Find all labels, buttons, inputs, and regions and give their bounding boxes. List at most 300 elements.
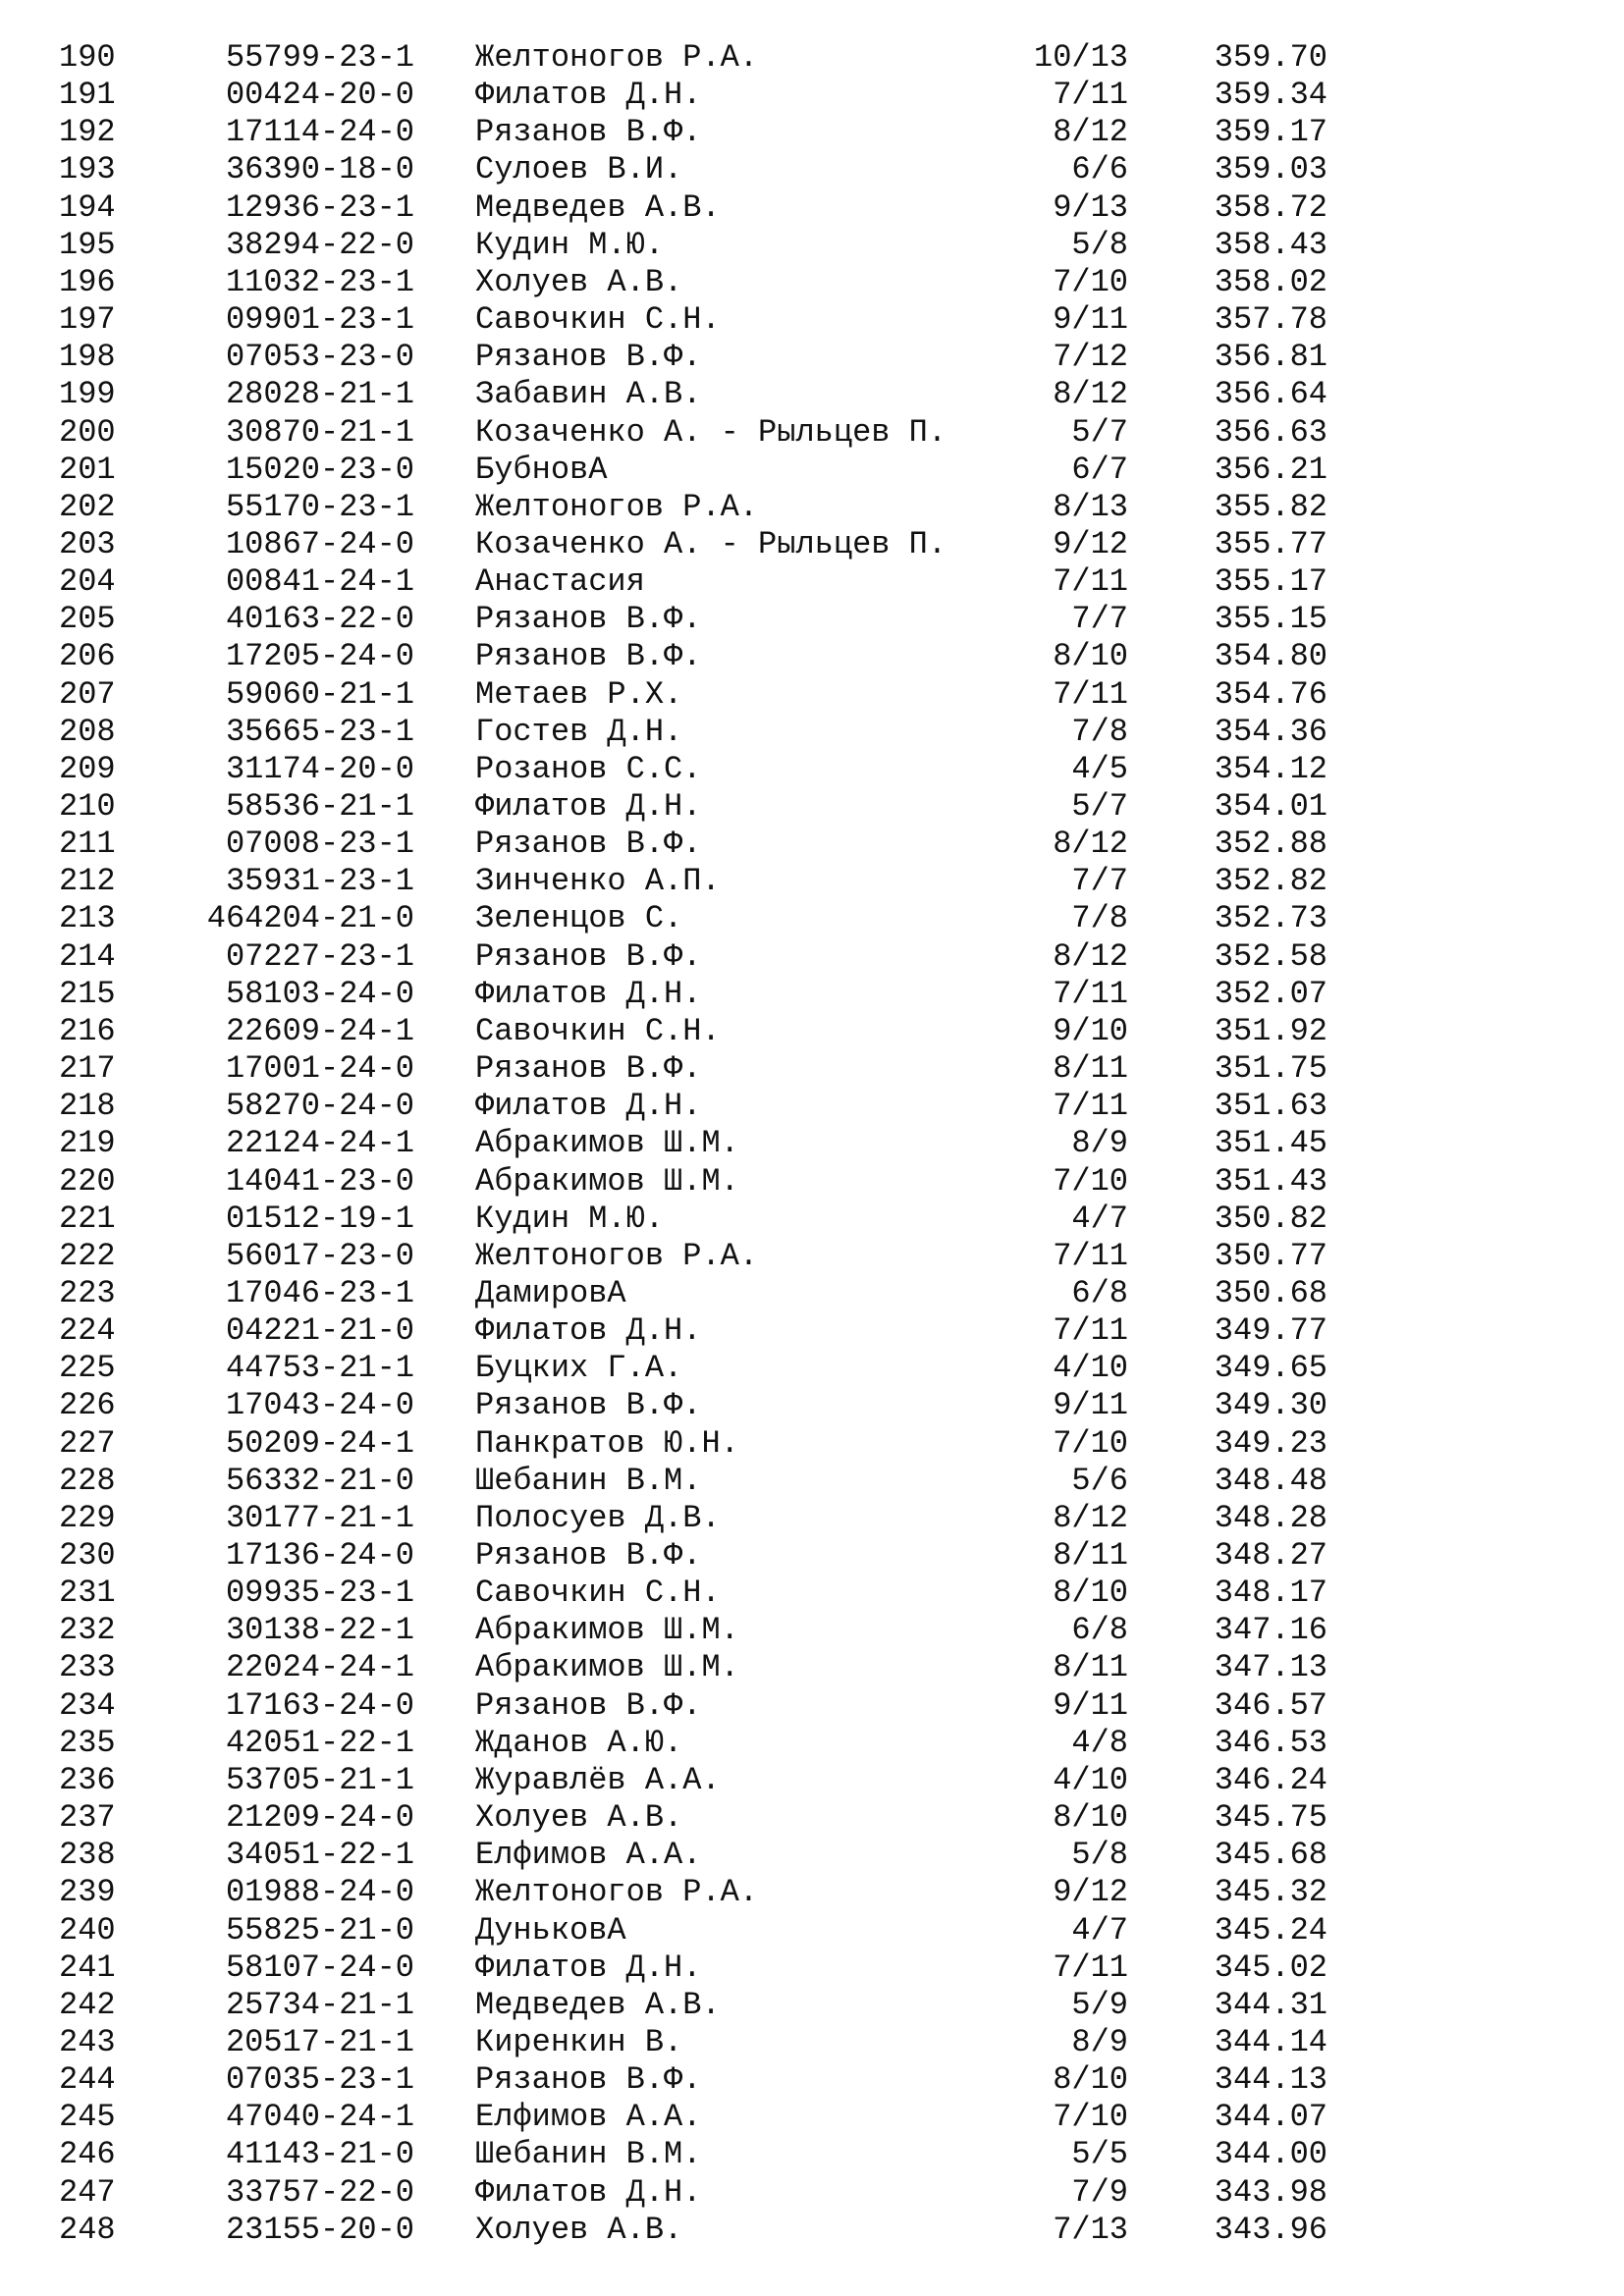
participant-name: Журавлёв А.А. — [475, 1761, 721, 1798]
row-number: 195 — [59, 226, 116, 263]
participant-name: Савочкин С.Н. — [475, 1012, 721, 1049]
score-ratio: 4/8 — [1071, 1724, 1128, 1761]
row-number: 231 — [59, 1575, 116, 1612]
points-value: 344.14 — [1214, 2023, 1327, 2060]
record-id: 25734-21-1 — [225, 1986, 414, 2023]
record-id: 58536-21-1 — [225, 788, 414, 825]
table-row — [0, 788, 1624, 826]
table-row — [0, 2136, 1624, 2173]
score-ratio: 7/11 — [1053, 1088, 1128, 1125]
record-id: 17043-24-0 — [225, 1387, 414, 1424]
points-value: 354.12 — [1214, 750, 1327, 787]
row-number: 222 — [59, 1237, 116, 1274]
table-row — [0, 714, 1624, 751]
points-value: 351.43 — [1214, 1162, 1327, 1200]
record-id: 47040-24-1 — [225, 2099, 414, 2136]
row-number: 205 — [59, 601, 116, 638]
record-id: 12936-23-1 — [225, 188, 414, 226]
row-number: 192 — [59, 114, 116, 151]
points-value: 345.75 — [1214, 1799, 1327, 1837]
table-row — [0, 452, 1624, 489]
record-id: 55799-23-1 — [225, 39, 414, 76]
row-number: 235 — [59, 1724, 116, 1761]
score-ratio: 7/10 — [1053, 2099, 1128, 2136]
participant-name: Абракимов Ш.М. — [475, 1612, 739, 1649]
record-id: 50209-24-1 — [225, 1424, 414, 1462]
record-id: 14041-23-0 — [225, 1162, 414, 1200]
table-row — [0, 563, 1624, 601]
score-ratio: 7/11 — [1053, 77, 1128, 114]
points-value: 349.30 — [1214, 1387, 1327, 1424]
score-ratio: 4/7 — [1071, 1200, 1128, 1237]
row-number: 212 — [59, 863, 116, 900]
participant-name: Филатов Д.Н. — [475, 788, 702, 825]
participant-name: Рязанов В.Ф. — [475, 1387, 702, 1424]
table-row — [0, 114, 1624, 151]
row-number: 204 — [59, 563, 116, 601]
participant-name: Желтоногов Р.А. — [475, 39, 759, 76]
record-id: 20517-21-1 — [225, 2023, 414, 2060]
points-value: 356.81 — [1214, 339, 1327, 376]
participant-name: Филатов Д.Н. — [475, 1088, 702, 1125]
points-value: 346.53 — [1214, 1724, 1327, 1761]
table-row — [0, 1799, 1624, 1837]
participant-name: ДамировА — [475, 1274, 626, 1311]
points-value: 352.58 — [1214, 937, 1327, 975]
record-id: 04221-21-0 — [225, 1312, 414, 1350]
table-row — [0, 1238, 1624, 1275]
row-number: 237 — [59, 1799, 116, 1837]
points-value: 355.17 — [1214, 563, 1327, 601]
points-value: 349.65 — [1214, 1350, 1327, 1387]
participant-name: Буцких Г.А. — [475, 1350, 683, 1387]
table-row — [0, 1987, 1624, 2024]
score-ratio: 9/10 — [1053, 1012, 1128, 1049]
record-id: 21209-24-0 — [225, 1799, 414, 1837]
table-row — [0, 676, 1624, 714]
score-ratio: 7/13 — [1053, 2211, 1128, 2248]
points-value: 348.28 — [1214, 1499, 1327, 1536]
score-ratio: 7/9 — [1071, 2173, 1128, 2211]
participant-name: Забавин А.В. — [475, 376, 702, 413]
record-id: 30138-22-1 — [225, 1612, 414, 1649]
record-id: 41143-21-0 — [225, 2136, 414, 2173]
row-number: 215 — [59, 975, 116, 1012]
record-id: 34051-22-1 — [225, 1837, 414, 1874]
points-value: 354.36 — [1214, 713, 1327, 750]
table-row — [0, 1725, 1624, 1762]
participant-name: Рязанов В.Ф. — [475, 114, 702, 151]
score-ratio: 10/13 — [1033, 39, 1128, 76]
record-id: 31174-20-0 — [225, 750, 414, 787]
points-value: 359.03 — [1214, 151, 1327, 188]
points-value: 349.23 — [1214, 1424, 1327, 1462]
record-id: 35931-23-1 — [225, 863, 414, 900]
points-value: 352.07 — [1214, 975, 1327, 1012]
score-ratio: 6/8 — [1071, 1612, 1128, 1649]
table-row — [0, 1050, 1624, 1088]
table-row — [0, 1612, 1624, 1649]
points-value: 346.24 — [1214, 1761, 1327, 1798]
participant-name: Розанов С.С. — [475, 750, 702, 787]
record-id: 44753-21-1 — [225, 1350, 414, 1387]
row-number: 239 — [59, 1874, 116, 1911]
row-number: 196 — [59, 263, 116, 300]
row-number: 229 — [59, 1499, 116, 1536]
points-value: 345.02 — [1214, 1949, 1327, 1986]
participant-name: Абракимов Ш.М. — [475, 1125, 739, 1162]
table-row — [0, 1163, 1624, 1201]
score-ratio: 7/11 — [1053, 1237, 1128, 1274]
points-value: 344.00 — [1214, 2136, 1327, 2173]
points-value: 345.32 — [1214, 1874, 1327, 1911]
score-ratio: 5/8 — [1071, 1837, 1128, 1874]
table-row — [0, 1350, 1624, 1387]
table-row — [0, 863, 1624, 900]
record-id: 56017-23-0 — [225, 1237, 414, 1274]
table-row — [0, 638, 1624, 675]
row-number: 202 — [59, 488, 116, 525]
row-number: 227 — [59, 1424, 116, 1462]
points-value: 354.01 — [1214, 788, 1327, 825]
table-row — [0, 1463, 1624, 1500]
participant-name: Филатов Д.Н. — [475, 1949, 702, 1986]
participant-name: Жданов А.Ю. — [475, 1724, 683, 1761]
record-id: 30870-21-1 — [225, 413, 414, 451]
participant-name: Холуев А.В. — [475, 2211, 683, 2248]
score-ratio: 7/11 — [1053, 1312, 1128, 1350]
participant-name: БубновА — [475, 451, 608, 488]
participant-name: Рязанов В.Ф. — [475, 1537, 702, 1574]
participant-name: Савочкин С.Н. — [475, 301, 721, 339]
participant-name: Шебанин В.М. — [475, 2136, 702, 2173]
record-id: 40163-22-0 — [225, 601, 414, 638]
score-ratio: 8/11 — [1053, 1537, 1128, 1574]
points-value: 345.24 — [1214, 1911, 1327, 1949]
participant-name: ДуньковА — [475, 1911, 626, 1949]
score-ratio: 4/10 — [1053, 1761, 1128, 1798]
points-value: 358.72 — [1214, 188, 1327, 226]
record-id: 55825-21-0 — [225, 1911, 414, 1949]
points-value: 356.21 — [1214, 451, 1327, 488]
row-number: 193 — [59, 151, 116, 188]
participant-name: Полосуев Д.В. — [475, 1499, 721, 1536]
row-number: 218 — [59, 1088, 116, 1125]
participant-name: Зеленцов С. — [475, 900, 683, 937]
row-number: 224 — [59, 1312, 116, 1350]
participant-name: Медведев А.В. — [475, 1986, 721, 2023]
table-row — [0, 1649, 1624, 1686]
row-number: 223 — [59, 1274, 116, 1311]
points-value: 355.15 — [1214, 601, 1327, 638]
record-id: 01988-24-0 — [225, 1874, 414, 1911]
participant-name: Елфимов А.А. — [475, 1837, 702, 1874]
points-value: 347.16 — [1214, 1612, 1327, 1649]
table-row — [0, 301, 1624, 339]
participant-name: Козаченко А. - Рыльцев П. — [475, 413, 947, 451]
participant-name: Абракимов Ш.М. — [475, 1649, 739, 1686]
points-value: 355.82 — [1214, 488, 1327, 525]
row-number: 207 — [59, 675, 116, 713]
table-row — [0, 1088, 1624, 1125]
record-id: 42051-22-1 — [225, 1724, 414, 1761]
table-row — [0, 1312, 1624, 1350]
table-row — [0, 1537, 1624, 1575]
record-id: 23155-20-0 — [225, 2211, 414, 2248]
score-ratio: 7/7 — [1071, 863, 1128, 900]
row-number: 225 — [59, 1350, 116, 1387]
participant-name: Желтоногов Р.А. — [475, 1874, 759, 1911]
table-row — [0, 1949, 1624, 1987]
table-row — [0, 39, 1624, 77]
table-row — [0, 1125, 1624, 1162]
participant-name: Кудин М.Ю. — [475, 1200, 665, 1237]
participant-name: Козаченко А. - Рыльцев П. — [475, 525, 947, 562]
score-ratio: 5/7 — [1071, 413, 1128, 451]
participant-name: Рязанов В.Ф. — [475, 826, 702, 863]
participant-name: Абракимов Ш.М. — [475, 1162, 739, 1200]
record-id: 35665-23-1 — [225, 713, 414, 750]
participant-name: Рязанов В.Ф. — [475, 1686, 702, 1724]
participant-name: Филатов Д.Н. — [475, 77, 702, 114]
score-ratio: 6/7 — [1071, 451, 1128, 488]
table-row — [0, 77, 1624, 114]
participant-name: Елфимов А.А. — [475, 2099, 702, 2136]
row-number: 238 — [59, 1837, 116, 1874]
table-row — [0, 526, 1624, 563]
points-value: 359.17 — [1214, 114, 1327, 151]
points-value: 352.82 — [1214, 863, 1327, 900]
record-id: 09935-23-1 — [225, 1575, 414, 1612]
row-number: 199 — [59, 376, 116, 413]
score-ratio: 7/7 — [1071, 601, 1128, 638]
record-id: 11032-23-1 — [225, 263, 414, 300]
score-ratio: 8/10 — [1053, 1575, 1128, 1612]
row-number: 208 — [59, 713, 116, 750]
points-value: 346.57 — [1214, 1686, 1327, 1724]
participant-name: Савочкин С.Н. — [475, 1575, 721, 1612]
score-ratio: 8/12 — [1053, 826, 1128, 863]
score-ratio: 7/11 — [1053, 1949, 1128, 1986]
points-value: 349.77 — [1214, 1312, 1327, 1350]
record-id: 55170-23-1 — [225, 488, 414, 525]
record-id: 09901-23-1 — [225, 301, 414, 339]
participant-name: Киренкин В. — [475, 2023, 683, 2060]
table-row — [0, 489, 1624, 526]
score-ratio: 7/10 — [1053, 1162, 1128, 1200]
row-number: 236 — [59, 1761, 116, 1798]
row-number: 190 — [59, 39, 116, 76]
participant-name: Рязанов В.Ф. — [475, 638, 702, 675]
participant-name: Холуев А.В. — [475, 263, 683, 300]
table-row — [0, 1425, 1624, 1463]
participant-name: Панкратов Ю.Н. — [475, 1424, 739, 1462]
record-id: 58107-24-0 — [225, 1949, 414, 1986]
score-ratio: 7/8 — [1071, 900, 1128, 937]
table-row — [0, 2099, 1624, 2136]
record-id: 58270-24-0 — [225, 1088, 414, 1125]
points-value: 352.73 — [1214, 900, 1327, 937]
participant-name: Гостев Д.Н. — [475, 713, 683, 750]
score-ratio: 8/12 — [1053, 114, 1128, 151]
row-number: 194 — [59, 188, 116, 226]
row-number: 228 — [59, 1462, 116, 1499]
row-number: 211 — [59, 826, 116, 863]
table-row — [0, 938, 1624, 976]
score-ratio: 8/10 — [1053, 1799, 1128, 1837]
participant-name: Филатов Д.Н. — [475, 1312, 702, 1350]
participant-name: Филатов Д.Н. — [475, 975, 702, 1012]
record-id: 58103-24-0 — [225, 975, 414, 1012]
points-value: 344.07 — [1214, 2099, 1327, 2136]
table-row — [0, 1013, 1624, 1050]
record-id: 33757-22-0 — [225, 2173, 414, 2211]
points-value: 358.02 — [1214, 263, 1327, 300]
row-number: 240 — [59, 1911, 116, 1949]
score-ratio: 4/10 — [1053, 1350, 1128, 1387]
participant-name: Филатов Д.Н. — [475, 2173, 702, 2211]
record-id: 464204-21-0 — [206, 900, 414, 937]
points-value: 352.88 — [1214, 826, 1327, 863]
points-value: 354.76 — [1214, 675, 1327, 713]
record-id: 17114-24-0 — [225, 114, 414, 151]
row-number: 197 — [59, 301, 116, 339]
points-value: 355.77 — [1214, 525, 1327, 562]
participant-name: Рязанов В.Ф. — [475, 1050, 702, 1088]
row-number: 247 — [59, 2173, 116, 2211]
row-number: 226 — [59, 1387, 116, 1424]
record-id: 56332-21-0 — [225, 1462, 414, 1499]
score-ratio: 7/8 — [1071, 713, 1128, 750]
points-value: 343.98 — [1214, 2173, 1327, 2211]
record-id: 36390-18-0 — [225, 151, 414, 188]
participant-name: Холуев А.В. — [475, 1799, 683, 1837]
table-row — [0, 339, 1624, 376]
score-ratio: 8/9 — [1071, 2023, 1128, 2060]
table-row — [0, 189, 1624, 227]
participant-name: Желтоногов Р.А. — [475, 488, 759, 525]
table-row — [0, 414, 1624, 452]
score-ratio: 7/11 — [1053, 563, 1128, 601]
row-number: 214 — [59, 937, 116, 975]
row-number: 191 — [59, 77, 116, 114]
score-ratio: 9/13 — [1053, 188, 1128, 226]
points-value: 350.77 — [1214, 1237, 1327, 1274]
points-value: 357.78 — [1214, 301, 1327, 339]
record-id: 17001-24-0 — [225, 1050, 414, 1088]
score-ratio: 9/11 — [1053, 1387, 1128, 1424]
table-row — [0, 826, 1624, 863]
table-row — [0, 1912, 1624, 1949]
score-ratio: 9/11 — [1053, 301, 1128, 339]
points-value: 359.34 — [1214, 77, 1327, 114]
score-ratio: 7/10 — [1053, 1424, 1128, 1462]
points-value: 350.82 — [1214, 1200, 1327, 1237]
table-row — [0, 601, 1624, 638]
score-ratio: 7/11 — [1053, 975, 1128, 1012]
row-number: 220 — [59, 1162, 116, 1200]
score-ratio: 5/5 — [1071, 2136, 1128, 2173]
row-number: 243 — [59, 2023, 116, 2060]
row-number: 206 — [59, 638, 116, 675]
score-ratio: 8/11 — [1053, 1050, 1128, 1088]
score-ratio: 8/12 — [1053, 937, 1128, 975]
score-ratio: 9/12 — [1053, 525, 1128, 562]
table-row — [0, 900, 1624, 937]
row-number: 245 — [59, 2099, 116, 2136]
record-id: 07053-23-0 — [225, 339, 414, 376]
table-row — [0, 1500, 1624, 1537]
row-number: 210 — [59, 788, 116, 825]
table-row — [0, 1874, 1624, 1911]
points-value: 344.13 — [1214, 2061, 1327, 2099]
score-ratio: 7/10 — [1053, 263, 1128, 300]
row-number: 209 — [59, 750, 116, 787]
score-ratio: 9/12 — [1053, 1874, 1128, 1911]
points-value: 359.70 — [1214, 39, 1327, 76]
record-id: 30177-21-1 — [225, 1499, 414, 1536]
table-row — [0, 227, 1624, 264]
row-number: 217 — [59, 1050, 116, 1088]
row-number: 221 — [59, 1200, 116, 1237]
score-ratio: 9/11 — [1053, 1686, 1128, 1724]
record-id: 53705-21-1 — [225, 1761, 414, 1798]
points-value: 348.48 — [1214, 1462, 1327, 1499]
table-row — [0, 2061, 1624, 2099]
score-ratio: 4/5 — [1071, 750, 1128, 787]
score-ratio: 8/10 — [1053, 2061, 1128, 2099]
record-id: 22609-24-1 — [225, 1012, 414, 1049]
record-id: 38294-22-0 — [225, 226, 414, 263]
record-id: 17205-24-0 — [225, 638, 414, 675]
participant-name: Рязанов В.Ф. — [475, 937, 702, 975]
participant-name: Анастасия — [475, 563, 645, 601]
row-number: 241 — [59, 1949, 116, 1986]
record-id: 22024-24-1 — [225, 1649, 414, 1686]
points-value: 356.64 — [1214, 376, 1327, 413]
record-id: 07227-23-1 — [225, 937, 414, 975]
row-number: 234 — [59, 1686, 116, 1724]
points-value: 348.17 — [1214, 1575, 1327, 1612]
row-number: 216 — [59, 1012, 116, 1049]
record-id: 22124-24-1 — [225, 1125, 414, 1162]
table-row — [0, 151, 1624, 188]
record-id: 07008-23-1 — [225, 826, 414, 863]
record-id: 10867-24-0 — [225, 525, 414, 562]
record-id: 00424-20-0 — [225, 77, 414, 114]
points-value: 351.75 — [1214, 1050, 1327, 1088]
score-ratio: 8/9 — [1071, 1125, 1128, 1162]
record-id: 17163-24-0 — [225, 1686, 414, 1724]
record-id: 17046-23-1 — [225, 1274, 414, 1311]
row-number: 246 — [59, 2136, 116, 2173]
points-value: 347.13 — [1214, 1649, 1327, 1686]
score-ratio: 8/13 — [1053, 488, 1128, 525]
points-value: 358.43 — [1214, 226, 1327, 263]
score-ratio: 5/9 — [1071, 1986, 1128, 2023]
score-ratio: 8/12 — [1053, 1499, 1128, 1536]
table-row — [0, 1387, 1624, 1424]
points-value: 350.68 — [1214, 1274, 1327, 1311]
record-id: 00841-24-1 — [225, 563, 414, 601]
row-number: 244 — [59, 2061, 116, 2099]
points-value: 344.31 — [1214, 1986, 1327, 2023]
score-ratio: 6/8 — [1071, 1274, 1128, 1311]
score-ratio: 8/12 — [1053, 376, 1128, 413]
table-row — [0, 1687, 1624, 1725]
participant-name: Шебанин В.М. — [475, 1462, 702, 1499]
table-row — [0, 2212, 1624, 2249]
